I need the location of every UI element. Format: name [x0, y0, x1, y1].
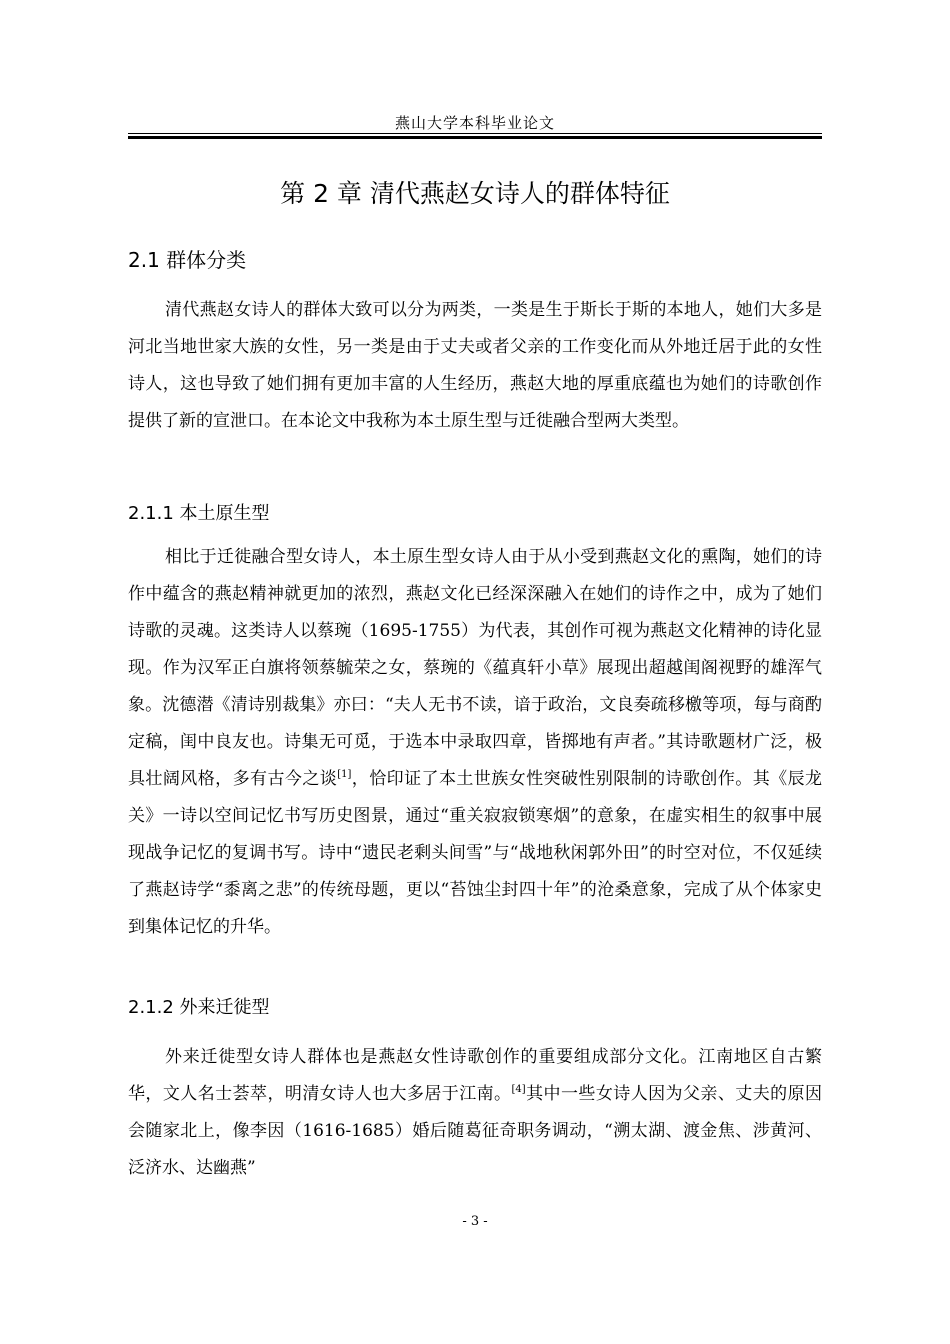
- paragraph-2-1: 清代燕赵女诗人的群体大致可以分为两类，一类是生于斯长于斯的本地人，她们大多是河北当地世家大族的女性，另一类是由于丈夫或者父亲的工作变化而从外地迁居于此的女性诗人，这也导致了她们拥有更加丰富的人生经历，燕赵大地的厚重底蕴也为她们的诗歌创作提供了新的宣泄口。在本论文中我称为本土原生型与迁徙融合型两大类型。: [128, 300, 822, 431]
- section-heading-2-1-1: 2.1.1 本土原生型: [128, 503, 270, 524]
- header-rule-thick: [128, 136, 822, 139]
- paragraph-2-1-2: [128, 1039, 822, 1187]
- citation-1: [1]: [337, 769, 352, 780]
- paragraph-2-1-1-part2: ，恰印证了本土世族女性突破性别限制的诗歌创作。其《辰龙关》一诗以空间记忆书写历史图景，通过“重关寂寂锁寒烟”的意象，在虚实相生的叙事中展现战争记忆的复调书写。诗中“遗民老剩头间雪”与“战地秋闲郭外田”的时空对位，不仅延续了燕赵诗学“黍离之悲”的传统母题，更以“苔蚀尘封四十年”的沧桑意象，完成了从个体家史到集体记忆的升华。: [128, 769, 823, 937]
- paragraph-2-1-1: [128, 539, 822, 946]
- paragraph-2-1-2-part1: 外来迁徙型女诗人群体也是燕赵女性诗歌创作的重要组成部分文化。江南地区自古繁华，文人名士荟萃，明清女诗人也大多居于江南。: [128, 1047, 822, 1104]
- section-heading-2-1-2: 2.1.2 外来迁徙型: [128, 997, 270, 1018]
- citation-4: [4]: [511, 1084, 526, 1095]
- chapter-title: 第 2 章 清代燕赵女诗人的群体特征: [280, 179, 670, 208]
- header-rule-thin: [128, 133, 822, 134]
- section-heading-2-1: 2.1 群体分类: [128, 248, 247, 272]
- page-number: - 3 -: [462, 1214, 488, 1229]
- page-header: 燕山大学本科毕业论文: [394, 114, 555, 132]
- paragraph-2-1-2-part2: 其中一些女诗人因为父亲、丈夫的原因会随家北上，像李因（1616-1685）婚后随葛征奇职务调动，“溯太湖、渡金焦、涉黄河、泛济水、达幽燕”: [128, 1084, 823, 1178]
- paragraph-2-1-1-part1: 相比于迁徙融合型女诗人，本土原生型女诗人由于从小受到燕赵文化的熏陶，她们的诗作中蕴含的燕赵精神就更加的浓烈，燕赵文化已经深深融入在她们的诗作之中，成为了她们诗歌的灵魂。这类诗人以蔡琬（1695-1755）为代表，其创作可视为燕赵文化精神的诗化显现。作为汉军正白旗将领蔡毓荣之女，蔡琬的《蕴真轩小草》展现出超越闺阁视野的雄浑气象。沈德潜《清诗别裁集》亦曰：“夫人无书不读，谙于政治，文良奏疏移檄等项，每与商酌定稿，闺中良友也。诗集无可觅，于选本中录取四章，皆掷地有声者。”其诗歌题材广泛，极具壮阔风格，多有古今之谈: [128, 547, 822, 789]
